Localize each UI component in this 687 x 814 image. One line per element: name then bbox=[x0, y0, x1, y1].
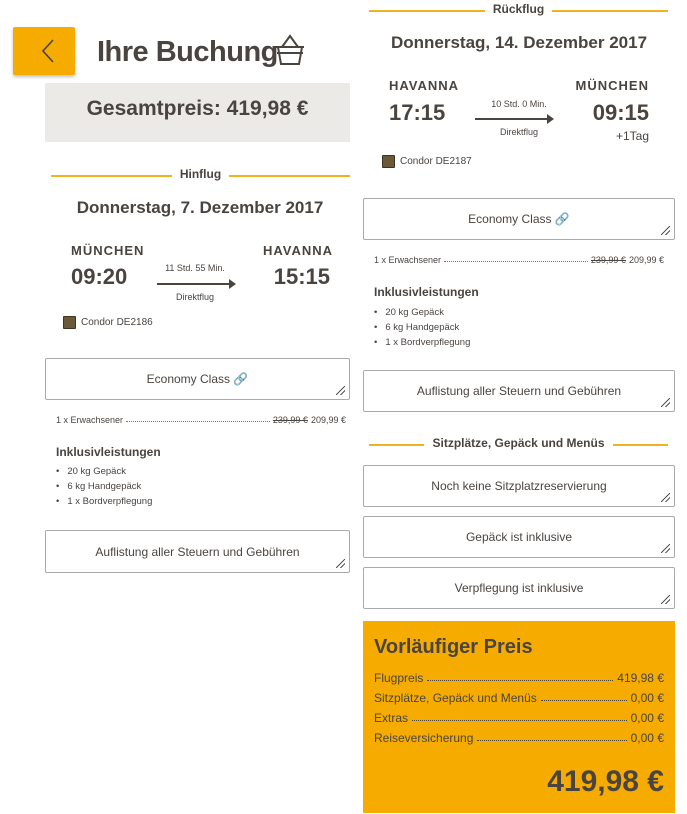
link-icon: 🔗 bbox=[554, 212, 570, 226]
carrier-label: Condor DE2187 bbox=[400, 156, 472, 167]
outbound-to-time: 15:15 bbox=[273, 264, 330, 289]
inbound-carrier bbox=[382, 155, 472, 168]
section-inbound: Rückflug bbox=[369, 2, 668, 18]
resize-icon bbox=[336, 559, 345, 568]
outbound-date: Donnerstag, 7. Dezember 2017 bbox=[76, 198, 324, 217]
resize-icon bbox=[336, 386, 345, 395]
class-label: Economy Class bbox=[468, 212, 552, 226]
outbound-included-title: Inklusivleistungen bbox=[56, 445, 161, 459]
inbound-included-title: Inklusivleistungen bbox=[374, 285, 479, 299]
inbound-class-button[interactable] bbox=[363, 198, 675, 240]
list-item: • 6 kg Handgepäck bbox=[374, 322, 470, 337]
inbound-taxes-button[interactable] bbox=[363, 370, 675, 412]
condor-logo-icon bbox=[382, 155, 395, 168]
back-button[interactable] bbox=[13, 27, 75, 75]
arrow-icon bbox=[475, 118, 548, 120]
page-title: Ihre Buchung bbox=[97, 36, 278, 68]
summary-row: Extras 0,00 € bbox=[374, 711, 664, 725]
summary-total: 419,98 € bbox=[547, 765, 664, 798]
list-item: • 20 kg Gepäck bbox=[374, 307, 470, 322]
inbound-date: Donnerstag, 14. Dezember 2017 bbox=[390, 33, 648, 52]
taxes-label: Auflistung aller Steuern und Gebühren bbox=[416, 384, 622, 398]
list-item: • 20 kg Gepäck bbox=[56, 466, 152, 481]
inbound-from-city: HAVANNA bbox=[389, 78, 460, 93]
inbound-type: Direktflug bbox=[499, 127, 538, 137]
meals-button[interactable] bbox=[363, 567, 675, 609]
list-item: • 6 kg Handgepäck bbox=[56, 481, 152, 496]
outbound-carrier bbox=[63, 316, 153, 329]
inbound-from-time: 17:15 bbox=[389, 100, 446, 125]
link-icon: 🔗 bbox=[233, 372, 249, 386]
summary-title: Vorläufiger Preis bbox=[374, 636, 533, 658]
next-day-label: +1Tag bbox=[615, 129, 649, 143]
condor-logo-icon bbox=[63, 316, 76, 329]
total-price: Gesamtpreis: 419,98 € bbox=[45, 83, 350, 142]
inbound-to-time: 09:15 bbox=[592, 100, 649, 125]
meals-label: Verpflegung ist inklusive bbox=[454, 581, 584, 595]
resize-icon bbox=[661, 398, 670, 407]
seats-label: Noch keine Sitzplatzreservierung bbox=[431, 479, 607, 493]
outbound-pax-row: 1 x Erwachsener 239,99 € 209,99 € bbox=[56, 415, 346, 425]
summary-row: Flugpreis 419,98 € bbox=[374, 671, 664, 685]
chevron-left-icon bbox=[41, 39, 55, 63]
baggage-label: Gepäck ist inklusive bbox=[465, 530, 573, 544]
outbound-type: Direktflug bbox=[175, 292, 214, 302]
inbound-to-city: MÜNCHEN bbox=[575, 78, 649, 93]
list-item: • 1 x Bordverpflegung bbox=[56, 496, 152, 511]
inbound-pax-row: 1 x Erwachsener 239,99 € 209,99 € bbox=[374, 255, 664, 265]
outbound-from-time: 09:20 bbox=[71, 264, 128, 289]
inbound-included-list bbox=[374, 307, 470, 352]
arrow-icon bbox=[157, 283, 230, 285]
summary-row: Reiseversicherung 0,00 € bbox=[374, 731, 664, 745]
outbound-duration: 11 Std. 55 Min. bbox=[165, 263, 225, 273]
section-extras: Sitzplätze, Gepäck und Menüs bbox=[369, 436, 668, 452]
resize-icon bbox=[661, 595, 670, 604]
outbound-from-city: MÜNCHEN bbox=[71, 243, 145, 258]
resize-icon bbox=[661, 544, 670, 553]
resize-icon bbox=[661, 493, 670, 502]
class-label: Economy Class bbox=[146, 372, 231, 386]
section-outbound: Hinflug bbox=[51, 167, 350, 183]
outbound-included-list bbox=[56, 466, 152, 511]
list-item: • 1 x Bordverpflegung bbox=[374, 337, 470, 352]
outbound-taxes-button[interactable] bbox=[45, 530, 350, 573]
seats-button[interactable] bbox=[363, 465, 675, 507]
outbound-to-city: HAVANNA bbox=[263, 243, 334, 258]
carrier-label: Condor DE2186 bbox=[81, 317, 153, 328]
summary-row: Sitzplätze, Gepäck und Menüs 0,00 € bbox=[374, 691, 664, 705]
inbound-duration: 10 Std. 0 Min. bbox=[491, 99, 547, 109]
basket-icon[interactable] bbox=[274, 33, 306, 67]
outbound-class-button[interactable] bbox=[45, 358, 350, 400]
taxes-label: Auflistung aller Steuern und Gebühren bbox=[95, 544, 300, 559]
price-summary bbox=[363, 621, 675, 813]
resize-icon bbox=[661, 226, 670, 235]
baggage-button[interactable] bbox=[363, 516, 675, 558]
